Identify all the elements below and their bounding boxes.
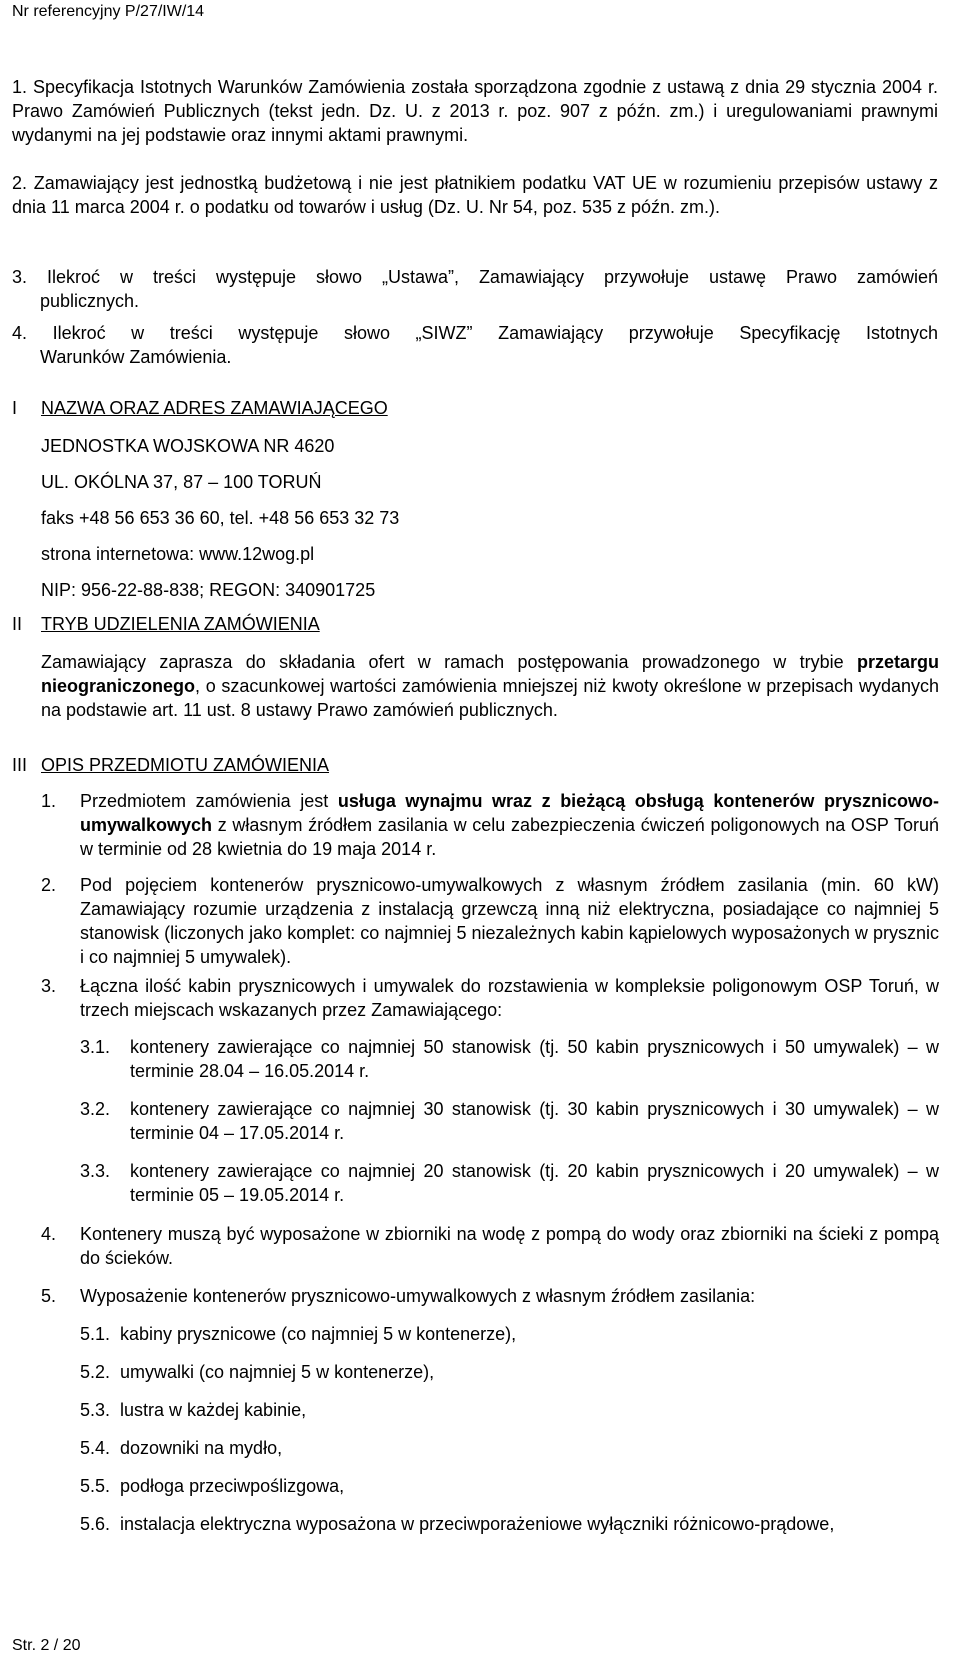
contact-phones: faks +48 56 653 36 60, tel. +48 56 653 32 73: [41, 508, 400, 528]
intro-item-1: 1. Specyfikacja Istotnych Warunków Zamówienia została sporządzona zgodnie z ustawą z dnia 29 stycznia 2004 r. Prawo Zamówień Publicznych (tekst jedn. Dz. U. z 2013 r. poz. 907 z późn. zm.) i uregulowaniami prawnymi wydanymi na jej podstawie oraz innymi aktami prawnymi.: [12, 77, 938, 145]
order-subitem-3-2-number: 3.2.: [80, 1099, 111, 1119]
order-item-2-text: Pod pojęciem kontenerów prysznicowo-umywalkowych z własnym źródłem zasilania (min. 60 kW) Zamawiający rozumie urządzenia z instalacją grzewczą inną niż elektryczna, posiadające co najmniej 5 stanowisk (liczonych jako komplet: co najmniej 5 niezależnych kabin kąpielowych wyposażonych w prysznic i co najmniej 5 umywalek).: [80, 875, 939, 967]
equipment-item-5-5: [80, 1474, 939, 1498]
intro-item-3-line-2: publicznych.: [40, 291, 140, 311]
website: strona internetowa: www.12wog.pl: [41, 544, 315, 564]
page-number: Str. 2 / 20: [12, 1637, 81, 1654]
intro-item-3: [12, 265, 938, 313]
equipment-item-5-6-text: instalacja elektryczna wyposażona w przeciwporażeniowe wyłączniki różnicowo-prądowe,: [120, 1514, 835, 1534]
order-item-4: [41, 1222, 939, 1270]
order-subitem-3-2: [80, 1097, 939, 1145]
order-item-2: [41, 873, 939, 969]
order-item-2-number: 2.: [41, 875, 57, 895]
order-item-1-text-a: Przedmiotem zamówienia jest: [80, 791, 338, 811]
order-subitem-3-3-number: 3.3.: [80, 1161, 111, 1181]
contracting-authority-address: UL. OKÓLNA 37, 87 – 100 TORUŃ: [41, 472, 322, 492]
section-1-number: I: [12, 398, 18, 418]
order-subitem-3-1-text: kontenery zawierające co najmniej 50 stanowisk (tj. 50 kabin prysznicowych i 50 umywalek) – w terminie 28.04 – 16.05.2014 r.: [130, 1037, 939, 1081]
equipment-item-5-4-number: 5.4.: [80, 1438, 111, 1458]
order-item-5: [41, 1284, 939, 1308]
order-item-5-number: 5.: [41, 1286, 57, 1306]
equipment-item-5-5-text: podłoga przeciwpoślizgowa,: [120, 1476, 345, 1496]
order-item-5-text: Wyposażenie kontenerów prysznicowo-umywalkowych z własnym źródłem zasilania:: [80, 1286, 756, 1306]
equipment-item-5-1: [80, 1322, 939, 1346]
equipment-item-5-4: [80, 1436, 939, 1460]
order-item-4-text: Kontenery muszą być wyposażone w zbiorniki na wodę z pompą do wody oraz zbiorniki na ścieki z pompą do ścieków.: [80, 1224, 939, 1268]
document-reference-number: Nr referencyjny P/27/IW/14: [12, 3, 205, 20]
intro-item-4: [12, 321, 938, 369]
equipment-item-5-2-text: umywalki (co najmniej 5 w kontenerze),: [120, 1362, 435, 1382]
contracting-authority-name: JEDNOSTKA WOJSKOWA NR 4620: [41, 436, 335, 456]
section-2-title: TRYB UDZIELENIA ZAMÓWIENIA: [41, 614, 320, 634]
equipment-item-5-1-number: 5.1.: [80, 1324, 111, 1344]
order-item-3-number: 3.: [41, 976, 57, 996]
procedure-text-a: Zamawiający zaprasza do składania ofert w ramach postępowania prowadzonego w trybie: [41, 652, 844, 672]
intro-item-4-line-1: 4. Ilekroć w treści występuje słowo „SIWZ” Zamawiający przywołuje Specyfikację Istotnych: [12, 323, 938, 343]
equipment-item-5-4-text: dozowniki na mydło,: [120, 1438, 283, 1458]
equipment-item-5-3-text: lustra w każdej kabinie,: [120, 1400, 307, 1420]
equipment-item-5-2: [80, 1360, 939, 1384]
order-item-3: [41, 974, 939, 1022]
order-subitem-3-2-text: kontenery zawierające co najmniej 30 stanowisk (tj. 30 kabin prysznicowych i 30 umywalek) – w terminie 04 – 17.05.2014 r.: [130, 1099, 939, 1143]
equipment-item-5-6: [80, 1512, 939, 1536]
section-2-number: II: [12, 614, 23, 634]
equipment-item-5-2-number: 5.2.: [80, 1362, 111, 1382]
order-item-1-text-b: z własnym źródłem zasilania w celu zabezpieczenia ćwiczeń poligonowych na OSP Toruń w terminie od 28 kwietnia do 19 maja 2014 r.: [80, 815, 939, 859]
section-3-number: III: [12, 755, 28, 775]
order-item-1-number: 1.: [41, 791, 57, 811]
equipment-item-5-3-number: 5.3.: [80, 1400, 111, 1420]
order-subitem-3-3-text: kontenery zawierające co najmniej 20 stanowisk (tj. 20 kabin prysznicowych i 20 umywalek) – w terminie 05 – 19.05.2014 r.: [130, 1161, 939, 1205]
order-item-1-service: usługa wynajmu wraz z bieżącą obsługą kontenerów prysznicowo-umywalkowych: [80, 791, 939, 835]
equipment-item-5-1-text: kabiny prysznicowe (co najmniej 5 w kontenerze),: [120, 1324, 517, 1344]
procedure-text-b: , o szacunkowej wartości zamówienia mniejszej niż kwoty określone w przepisach wydanych na podstawie art. 11 ust. 8 ustawy Prawo zamówień publicznych.: [41, 676, 939, 720]
order-item-3-text: Łączna ilość kabin prysznicowych i umywalek do rozstawienia w kompleksie poligonowym OSP Toruń, w trzech miejscach wskazanych przez Zamawiającego:: [80, 976, 939, 1020]
equipment-item-5-3: [80, 1398, 939, 1422]
intro-item-4-line-2: Warunków Zamówienia.: [40, 347, 232, 367]
intro-item-3-line-1: 3. Ilekroć w treści występuje słowo „Ustawa”, Zamawiający przywołuje ustawę Prawo zamówień: [12, 267, 938, 287]
order-subitem-3-3: [80, 1159, 939, 1207]
equipment-item-5-5-number: 5.5.: [80, 1476, 111, 1496]
section-1-title: NAZWA ORAZ ADRES ZAMAWIAJĄCEGO: [41, 398, 388, 418]
order-item-4-number: 4.: [41, 1224, 57, 1244]
order-item-1: [41, 789, 939, 861]
intro-item-2: 2. Zamawiający jest jednostką budżetową i nie jest płatnikiem podatku VAT UE w rozumieniu przepisów ustawy z dnia 11 marca 2004 r. o podatku od towarów i usług (Dz. U. Nr 54, poz. 535 z późn. zm.).: [12, 173, 938, 217]
procedure-description: [41, 650, 939, 722]
equipment-item-5-6-number: 5.6.: [80, 1514, 111, 1534]
tax-identifiers: NIP: 956-22-88-838; REGON: 340901725: [41, 580, 376, 600]
procedure-type: przetargu nieograniczonego: [41, 652, 939, 696]
order-subitem-3-1: [80, 1035, 939, 1083]
section-3-title: OPIS PRZEDMIOTU ZAMÓWIENIA: [41, 755, 330, 775]
order-subitem-3-1-number: 3.1.: [80, 1037, 111, 1057]
